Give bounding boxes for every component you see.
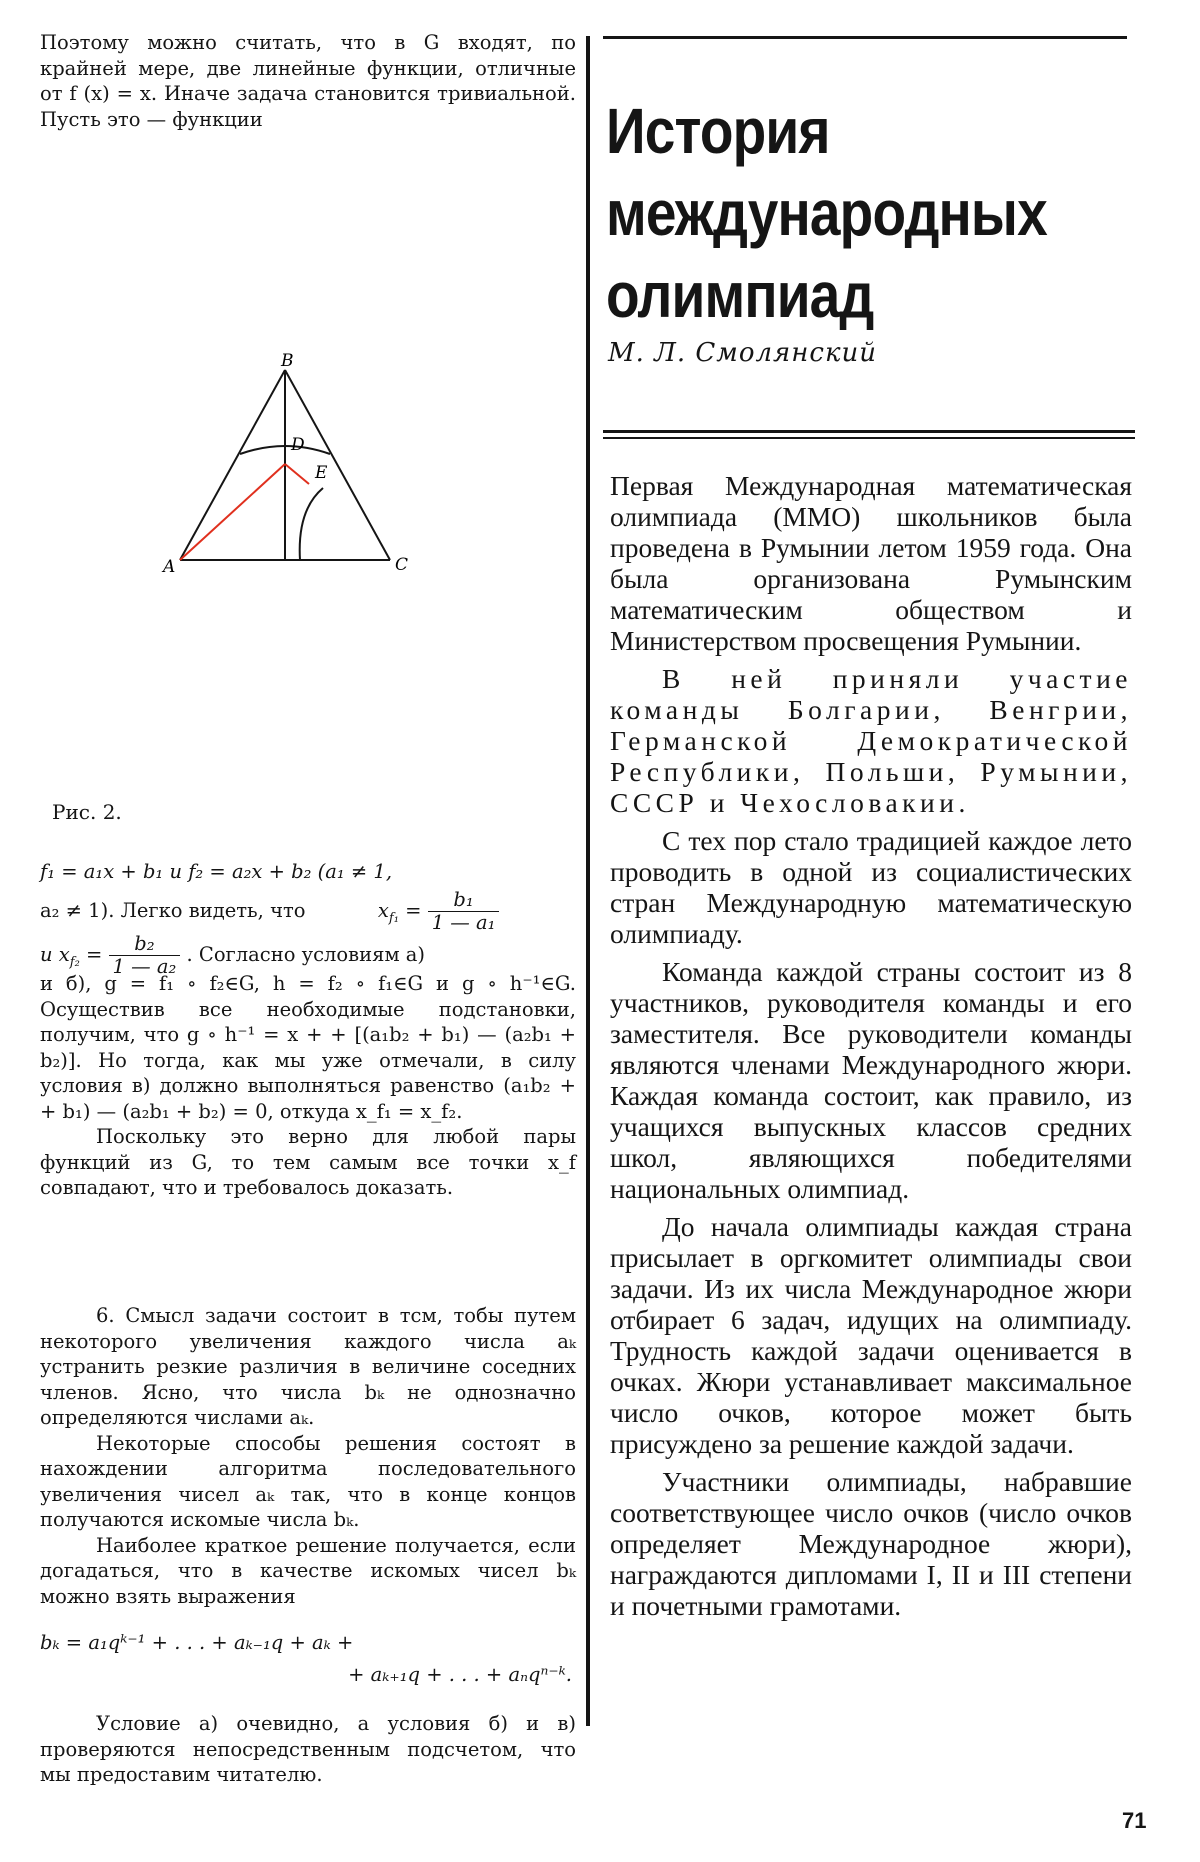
article-p2	[610, 663, 1132, 818]
xf1-eq: =	[398, 899, 428, 922]
math-derivation	[40, 855, 576, 1201]
figure-caption: Рис. 2.	[52, 800, 122, 824]
fraction-b2-denominator: 1 — a₂	[112, 955, 177, 978]
math-conclusion: Поскольку это верно для любой пары функций из G, то тем самым все точки x_f совпадают, что и требовалось доказать.	[40, 1125, 576, 1199]
section-6-p2: Некоторые способы решения состоят в нахождении алгоритма последовательного увеличения чисел aₖ так, что в конце концов получаются искомые числа bₖ.	[40, 1431, 576, 1531]
label-a: A	[163, 557, 176, 577]
math-line-3-text: . Согласно условиям а)	[186, 943, 426, 966]
label-c: C	[395, 555, 409, 575]
article-p3: С тех пор стало традицией каждое лето проводить в одной из социалистических стран Международную математическую олимпиаду.	[610, 825, 1132, 949]
section-6	[40, 1303, 576, 1788]
xf2-sub: f₂	[69, 954, 80, 970]
title-top-rule	[603, 36, 1127, 39]
section-6-p1: 6. Смысл задачи состоит в тсм, тобы путем некоторого увеличения каждого числа aₖ устранить резкие различия в величине соседних членов. Ясно, что числа bₖ не однозначно определяются числами aₖ.	[40, 1304, 576, 1429]
article-title	[606, 90, 1053, 336]
label-d: D	[291, 435, 305, 455]
formula-line-2: + aₖ₊₁q + . . . + aₙqⁿ⁻ᵏ.	[348, 1663, 572, 1686]
xf1-var: x	[377, 899, 389, 922]
intro-paragraph	[40, 30, 576, 132]
article-author: М. Л. Смолянский	[608, 338, 877, 368]
column-divider	[586, 36, 590, 1726]
side-ab	[180, 370, 285, 560]
segment-ad	[180, 464, 285, 560]
page-number: 71	[1122, 1808, 1147, 1833]
formula-line-1: bₖ = a₁qᵏ⁻¹ + . . . + aₖ₋₁q + aₖ +	[40, 1631, 354, 1654]
triangle-diagram	[145, 351, 409, 590]
math-line-1: f₁ = a₁x + b₁ и f₂ = a₂x + b₂ (a₁ ≠ 1,	[40, 860, 393, 883]
fraction-b1-numerator: b₁	[428, 889, 500, 912]
label-b: B	[281, 351, 294, 371]
article-p2-text: В ней приняли участие команды Болгарии, Венгрии, Германской Демократической Республики, Польши, Румынии, СССР и Чехословакии.	[610, 663, 1132, 818]
section-6-p4: Условие а) очевидно, а условия б) и в) проверяются непосредственным подсчетом, что мы предоставим читателю.	[40, 1712, 576, 1786]
math-line-3	[40, 932, 576, 978]
article-p4: Команда каждой страны состоит из 8 участников, руководителя команды и его заместителя. Все руководители команды являются членами Международного жюри. Каждая команда состоит, как правило, из учащихся выпускных классов средних школ, являющихся победителями национальных олимпиад.	[610, 956, 1132, 1204]
xf2-eq: =	[79, 943, 109, 966]
title-bottom-rule	[603, 430, 1135, 433]
fraction-b1-denominator: 1 — a₁	[431, 911, 496, 934]
label-e: E	[315, 463, 328, 483]
article-p1: Первая Международная математическая олимпиада (ММО) школьников была проведена в Румынии летом 1959 года. Она была организована Румынским математическим обществом и Министерством просвещения Румынии.	[610, 470, 1132, 656]
fraction-b1	[428, 889, 500, 934]
xf1-sub: f₁	[388, 910, 399, 926]
right-column	[610, 470, 1132, 1628]
article-p5: До начала олимпиады каждая страна присылает в оргкомитет олимпиады свои задачи. Из их числа Международное жюри отбирает 6 задач, идущих на олимпиаду. Трудность каждой задачи оценивается в очках. Жюри устанавливает максимальное число очков, которое может быть присуждено за решение каждой задачи.	[610, 1211, 1132, 1459]
arc-e	[300, 488, 323, 560]
xf2-var: и x	[40, 943, 70, 966]
math-line-2	[40, 888, 576, 934]
fraction-b2-numerator: b₂	[109, 933, 181, 956]
title-line-2: международных	[606, 177, 1047, 249]
intro-text: Поэтому можно считать, что в G входят, по крайней мере, две линейные функции, отличные от f (x) = x. Иначе задача становится тривиальной. Пусть это — функции	[40, 31, 576, 131]
title-line-1: История	[606, 95, 830, 167]
segment-de	[285, 464, 309, 484]
formula-bk	[40, 1627, 576, 1691]
figure-triangle	[145, 351, 409, 597]
title-line-3: олимпиад	[606, 259, 874, 331]
math-line-2-text: a₂ ≠ 1). Легко видеть, что	[40, 899, 306, 922]
math-rest: и б), g = f₁ ∘ f₂∈G, h = f₂ ∘ f₁∈G и g ∘ h⁻¹∈G. Осуществив все необходимые подстановки, получим, что g ∘ h⁻¹ = x + + [(a₁b₂ + b₁) — (a₂b₁ + b₂)]. Но тогда, как мы уже отмечали, в силу условия в) должно выполняться равенство (a₁b₂ + + b₁) — (a₂b₁ + b₂) = 0, откуда x_f₁ = x_f₂.	[40, 972, 576, 1123]
article-p6: Участники олимпиады, набравшие соответствующее число очков (число очков определяет Международное жюри), награждаются дипломами I, II и III степени и почетными грамотами.	[610, 1466, 1132, 1621]
title-bottom-rule-2	[603, 437, 1135, 439]
section-6-p3: Наиболее краткое решение получается, если догадаться, что в качестве искомых чисел bₖ можно взять выражения	[40, 1533, 576, 1608]
